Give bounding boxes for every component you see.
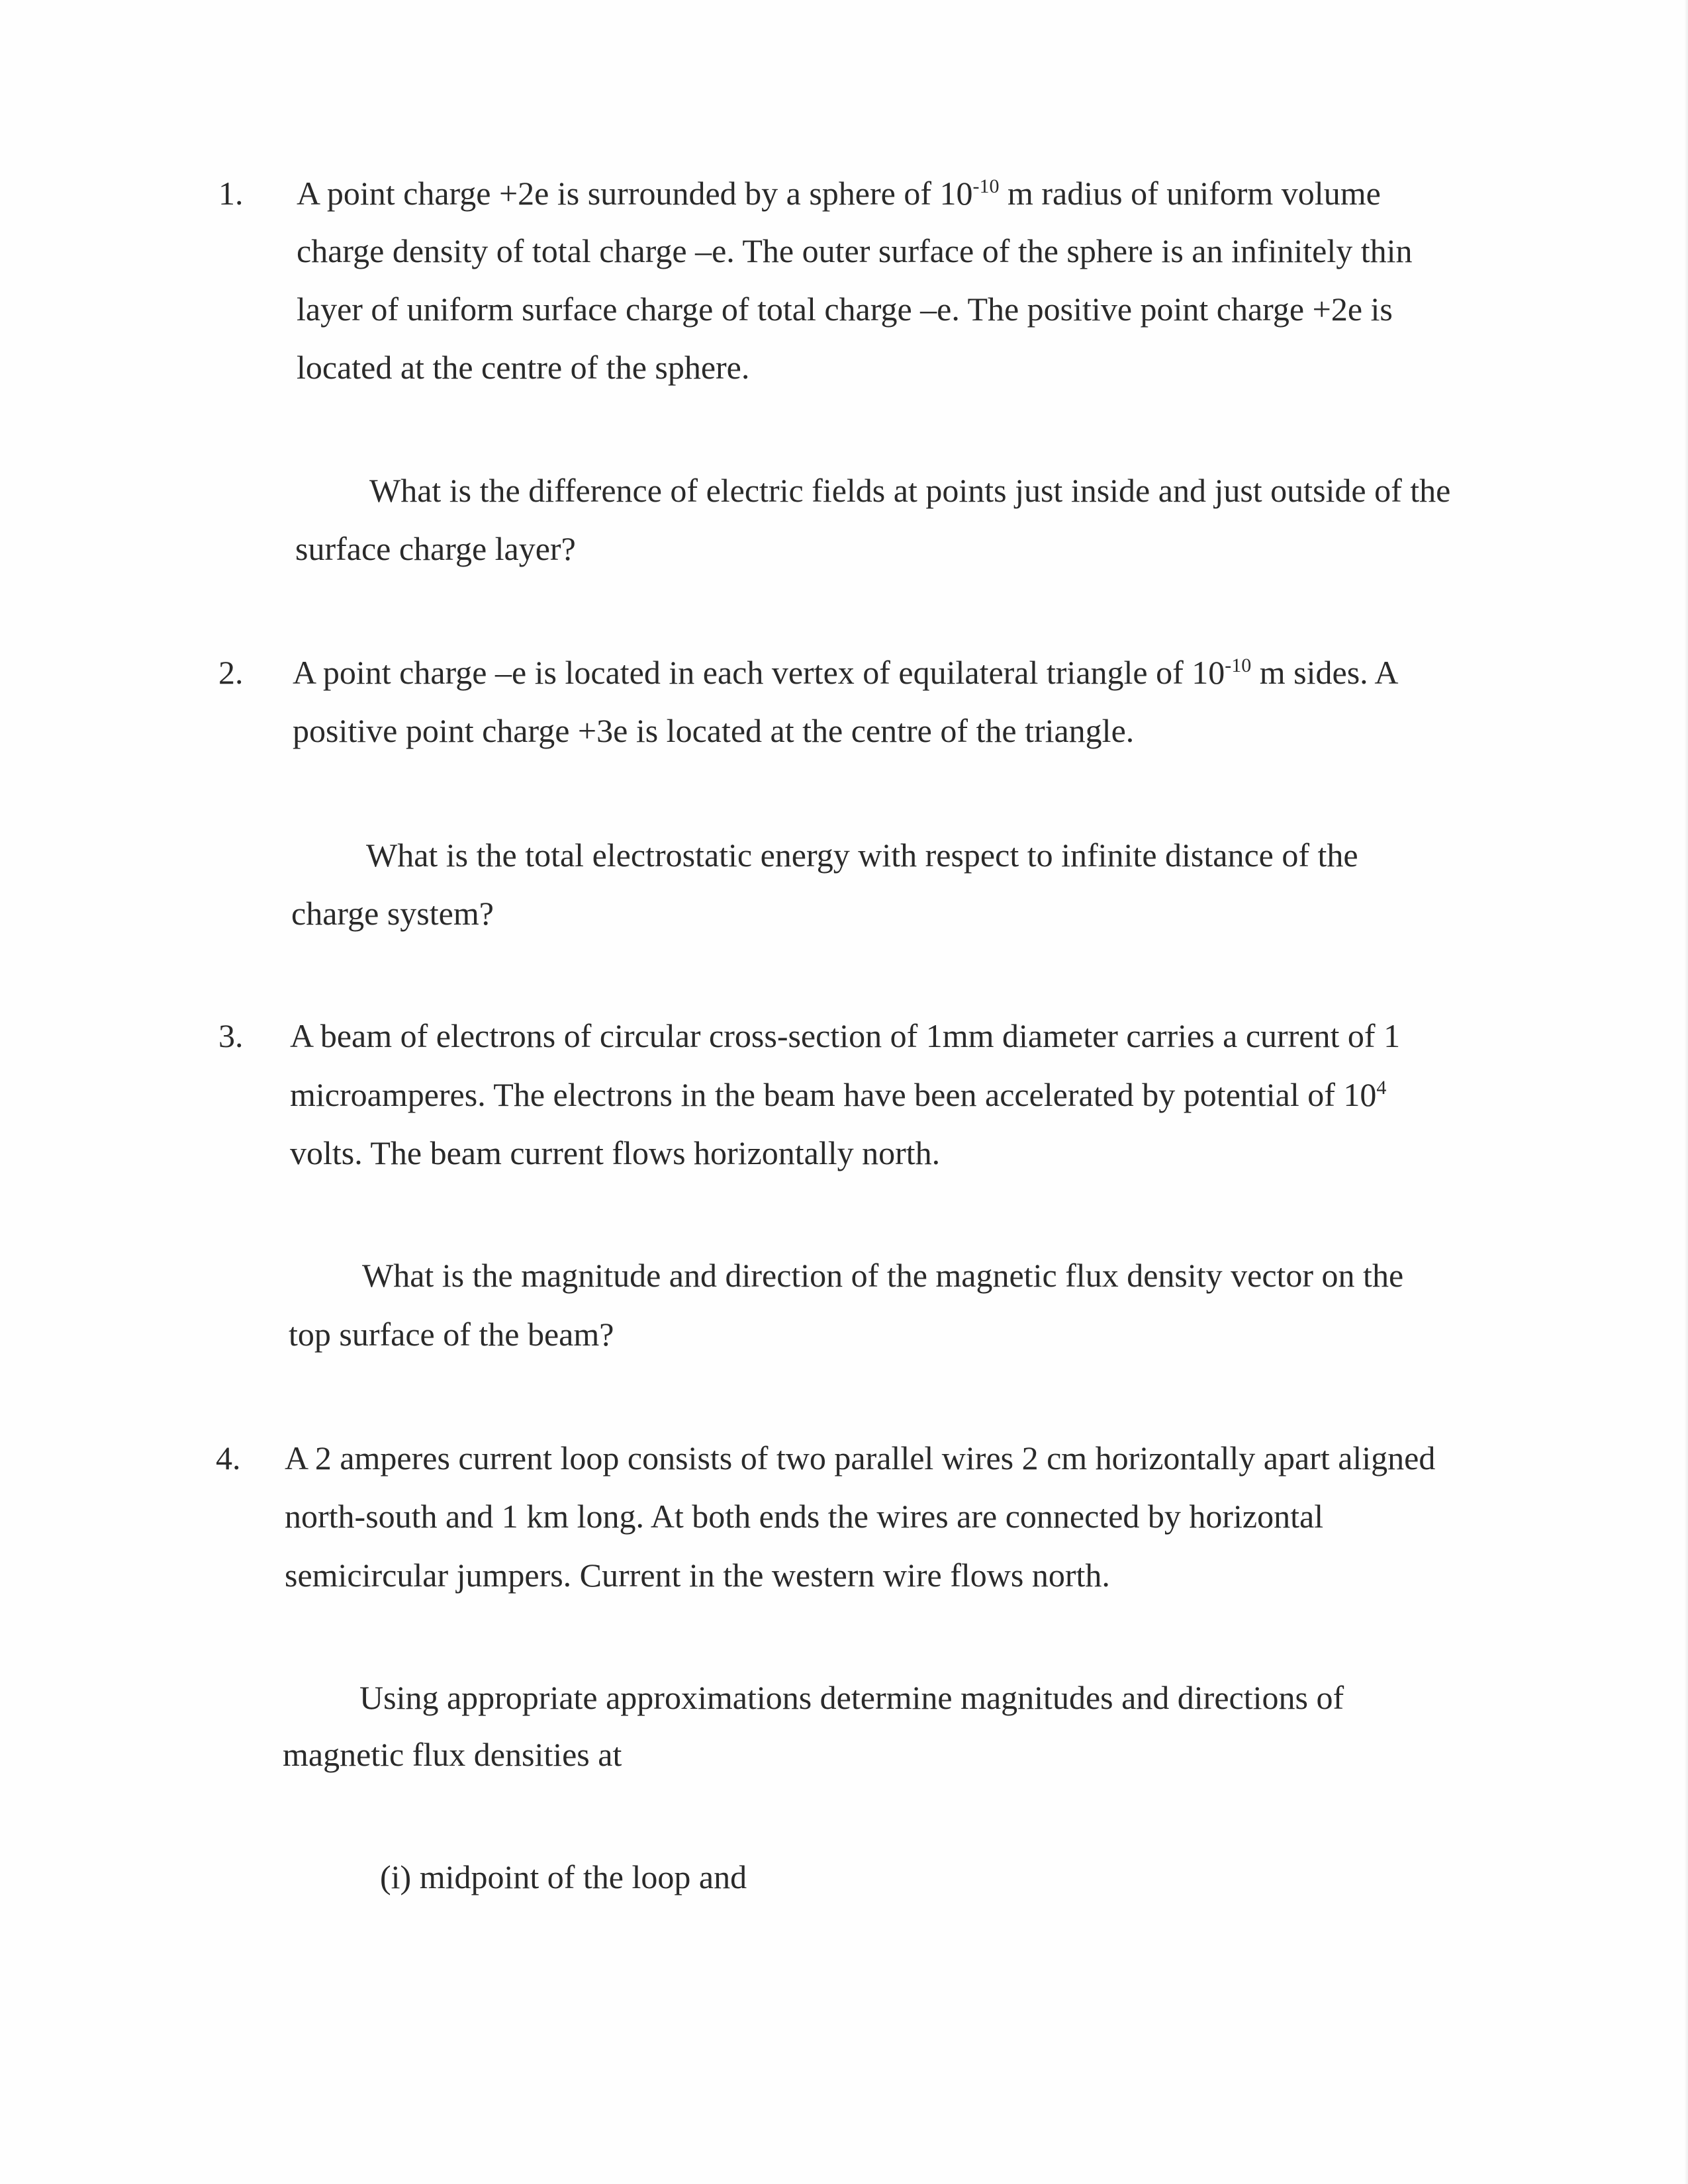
question-text-line: volts. The beam current flows horizontally north. (290, 1134, 941, 1171)
question-text-line: semicircular jumpers. Current in the western wire flows north. (285, 1557, 1110, 1594)
question-number: 2. (218, 654, 244, 691)
text-segment: A point charge –e is located in each vertex of equilateral triangle of 10 (293, 654, 1225, 691)
question-text-line (293, 653, 1399, 692)
sub-question-line: surface charge layer? (295, 530, 576, 567)
question-number: 4. (216, 1439, 241, 1477)
superscript: -10 (1225, 655, 1252, 676)
text-segment: m radius of uniform volume (999, 175, 1381, 212)
question-text-line: positive point charge +3e is located at the centre of the triangle. (293, 712, 1135, 749)
sub-question-line: What is the magnitude and direction of the magnetic flux density vector on the (362, 1257, 1404, 1294)
question-text-line: charge density of total charge –e. The outer surface of the sphere is an infinitely thin (297, 232, 1413, 269)
sub-question-line: magnetic flux densities at (283, 1736, 622, 1773)
question-text-line: A beam of electrons of circular cross-section of 1mm diameter carries a current of 1 (290, 1017, 1401, 1054)
sub-question-line: charge system? (291, 895, 494, 932)
question-text-line: located at the centre of the sphere. (297, 349, 750, 386)
question-number: 1. (218, 175, 244, 212)
question-text-line (297, 173, 1381, 213)
question-text-line: A 2 amperes current loop consists of two parallel wires 2 cm horizontally apart aligned (285, 1439, 1436, 1477)
question-number: 3. (218, 1017, 244, 1054)
question-text-line (290, 1075, 1386, 1115)
question-text-line: north-south and 1 km long. At both ends the wires are connected by horizontal (285, 1498, 1324, 1535)
text-segment: m sides. A (1251, 654, 1399, 691)
sub-question-line: Using appropriate approximations determine magnitudes and directions of (359, 1679, 1344, 1716)
text-segment: microamperes. The electrons in the beam have been accelerated by potential of 10 (290, 1076, 1377, 1113)
superscript: -10 (972, 175, 1000, 197)
sub-question-line: top surface of the beam? (289, 1316, 614, 1353)
question-text-line: layer of uniform surface charge of total charge –e. The positive point charge +2e is (297, 291, 1393, 328)
text-segment: A point charge +2e is surrounded by a sphere of 10 (297, 175, 973, 212)
superscript: 4 (1376, 1077, 1387, 1099)
sub-question-line: What is the difference of electric fields at points just inside and just outside of the (369, 472, 1451, 509)
sub-question-line: What is the total electrostatic energy with respect to infinite distance of the (366, 837, 1358, 874)
scan-edge-shadow (1684, 0, 1688, 2184)
sub-item-line: (i) midpoint of the loop and (380, 1858, 747, 1895)
